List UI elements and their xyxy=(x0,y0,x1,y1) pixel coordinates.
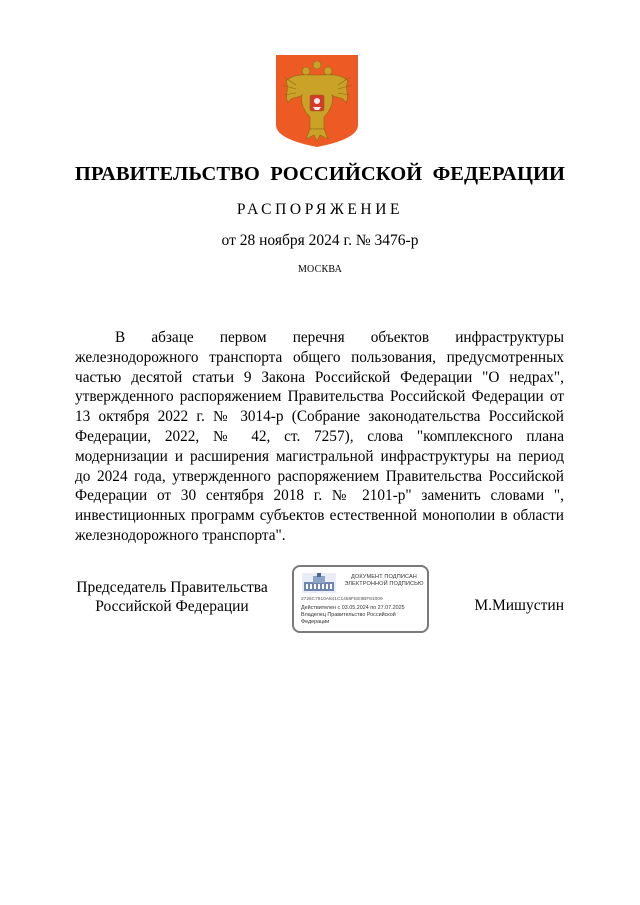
government-building-icon xyxy=(302,573,336,593)
certificate-serial: 2726C7910A841C1458FEE9BF81009 xyxy=(301,597,383,602)
certificate-owner: Владелец Правительство Российской Федерации xyxy=(301,612,396,625)
stamp-heading-line-1: ДОКУМЕНТ ПОДПИСАН xyxy=(351,574,417,580)
stamp-heading-line-2: ЭЛЕКТРОННОЙ ПОДПИСЬЮ xyxy=(344,581,424,587)
stamp-heading xyxy=(340,574,428,588)
electronic-signature-stamp xyxy=(292,565,429,633)
signer-name: М.Мишустин xyxy=(474,597,564,614)
document-date-number: от 28 ноября 2024 г. № 3476-р xyxy=(221,232,419,249)
document-type: РАСПОРЯЖЕНИЕ xyxy=(236,201,404,218)
signer-position-line-2: Российской Федерации xyxy=(95,598,249,615)
signer-position-line-1: Председатель Правительства xyxy=(76,579,268,596)
coat-of-arms-icon xyxy=(276,55,358,147)
order-text: В абзаце первом перечня объектов инфраструктуры железнодорожного транспорта общего пользования, предусмотренных частью десятой статьи 9 Закона Российской Федерации "О недрах", утвержденного распоряжением Правительства Российской Федерации от 13 октября 2022 г. № 3014-р (Собрание законодательства Российской Федерации, 2022, № 42, ст. 7257), слова "комплексного плана модернизации и расширения магистральной инфраструктуры на период до 2024 года, утвержденного распоряжением Правительства Российской Федерации от 30 сентября 2018 г. № 2101-р" заменить словами ", инвестиционных программ субъектов естественной монополии в области железнодорожного транспорта". xyxy=(75,329,564,544)
certificate-validity: Действителен с 03.05.2024 по 27.07.2025 xyxy=(301,605,405,611)
city: МОСКВА xyxy=(297,264,343,275)
government-title: ПРАВИТЕЛЬСТВО РОССИЙСКОЙ ФЕДЕРАЦИИ xyxy=(74,163,566,185)
signer-position xyxy=(72,578,272,616)
